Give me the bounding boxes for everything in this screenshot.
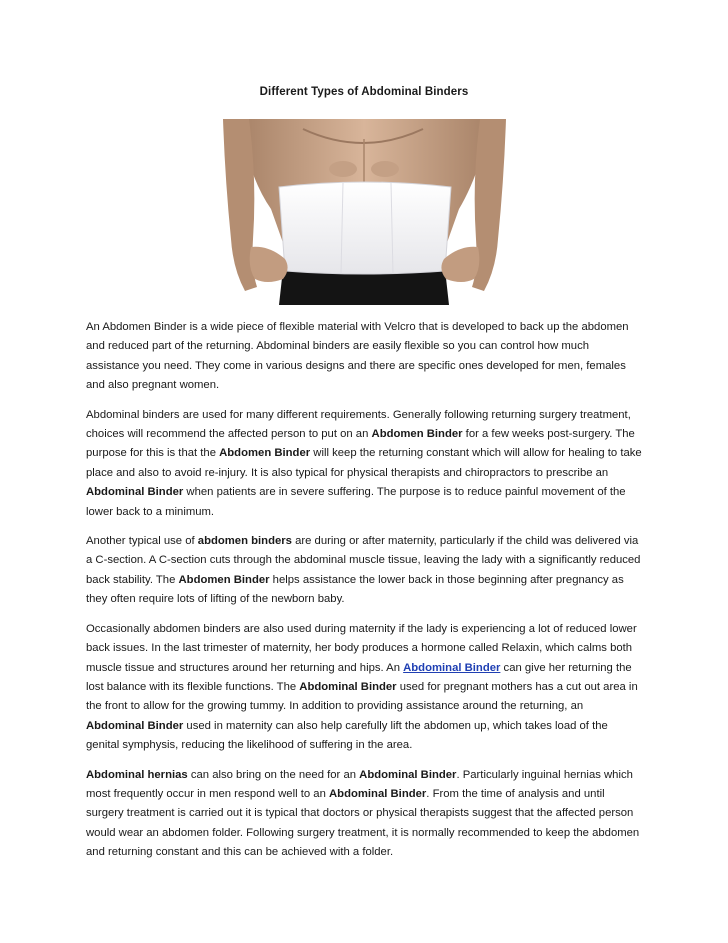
bold-term: Abdominal Binder <box>329 787 427 800</box>
abdominal-binder-link[interactable]: Abdominal Binder <box>403 661 501 674</box>
text-run: used for pregnant mothers has a cut out area in the front to allow for the growing tummy. In addition to providing assistance around the returning, an <box>86 680 638 713</box>
text-run: will keep the returning constant which will allow for healing to take place and also to avoid re-injury. It is also typical for physical therapists and chiropractors to prescribe an <box>86 447 642 479</box>
bold-term: Abdomen Binder <box>219 447 311 460</box>
bold-term: Abdominal Binder <box>86 719 184 732</box>
bold-term: Abdominal Binder <box>359 768 457 781</box>
text-run: can also bring on the need for an <box>187 768 360 781</box>
text-run: used in maternity can also help carefully lift the abdomen up, which takes load of the genital symphysis, reducing the likelihood of suffering in the area. <box>86 719 608 752</box>
bold-term: Abdominal Binder <box>299 680 397 693</box>
text-run: . Particularly inguinal hernias which most frequently occur in men respond well to an <box>86 768 633 800</box>
text-run: Another typical use of <box>86 535 198 548</box>
bold-term: abdomen binders <box>197 535 292 548</box>
paragraph-1 <box>86 318 644 396</box>
paragraph-4 <box>86 620 644 756</box>
text-run: are during or after maternity, particularly if the child was delivered via a C-section. A C-section cuts through the abdominal muscle tissue, leaving the lady with a significantly reduced back stability. The <box>86 535 641 586</box>
article-body <box>86 318 644 873</box>
paragraph-2 <box>86 406 644 522</box>
text-run: can give her returning the lost balance with its flexible functions. The <box>86 661 632 693</box>
text-run: . From the time of analysis and until surgery treatment is carried out it is typical that doctors or physical therapists suggest that the affected person would wear an abdomen folder. Following surgery treatment, it is normally recommended to keep the abdomen and returning constant and this can be achieved with a folder. <box>86 787 640 859</box>
text-run: Abdominal binders are used for many different requirements. Generally following returning surgery treatment, choices will recommend the affected person to put on an <box>86 408 631 441</box>
bold-term: Abdomen Binder <box>371 428 463 441</box>
page-title: Different Types of Abdominal Binders <box>259 86 469 98</box>
abdominal-binder-photo <box>223 119 506 305</box>
paragraph-5 <box>86 766 644 863</box>
text-run: Occasionally abdomen binders are also used during maternity if the lady is experiencing a lot of reduced lower back issues. In the last trimester of maternity, her body produces a hormone called Relaxin, which calms both muscle tissue and structures around her returning and hips. An <box>86 622 637 674</box>
paragraph-3 <box>86 532 644 610</box>
binder-band <box>279 182 451 274</box>
bold-term: Abdomen Binder <box>178 573 270 586</box>
text-run: An Abdomen Binder is a wide piece of flexible material with Velcro that is developed to back up the abdomen and reduced part of the returning. Abdominal binders are easily flexible so you can control how much assistance you need. They come in various designs and there are specific ones developed for men, females and also pregnant women. <box>86 321 629 392</box>
text-run: for a few weeks post-surgery. The purpose for this is that the <box>86 428 635 460</box>
text-run: when patients are in severe suffering. The purpose is to reduce painful movement of the lower back to a minimum. <box>86 486 626 518</box>
bold-term: Abdominal Binder <box>86 486 184 499</box>
bold-term: Abdominal hernias <box>86 768 188 781</box>
text-run: helps assistance the lower back in those beginning after pregnancy as they often require lots of lifting of the newborn baby. <box>86 573 624 606</box>
